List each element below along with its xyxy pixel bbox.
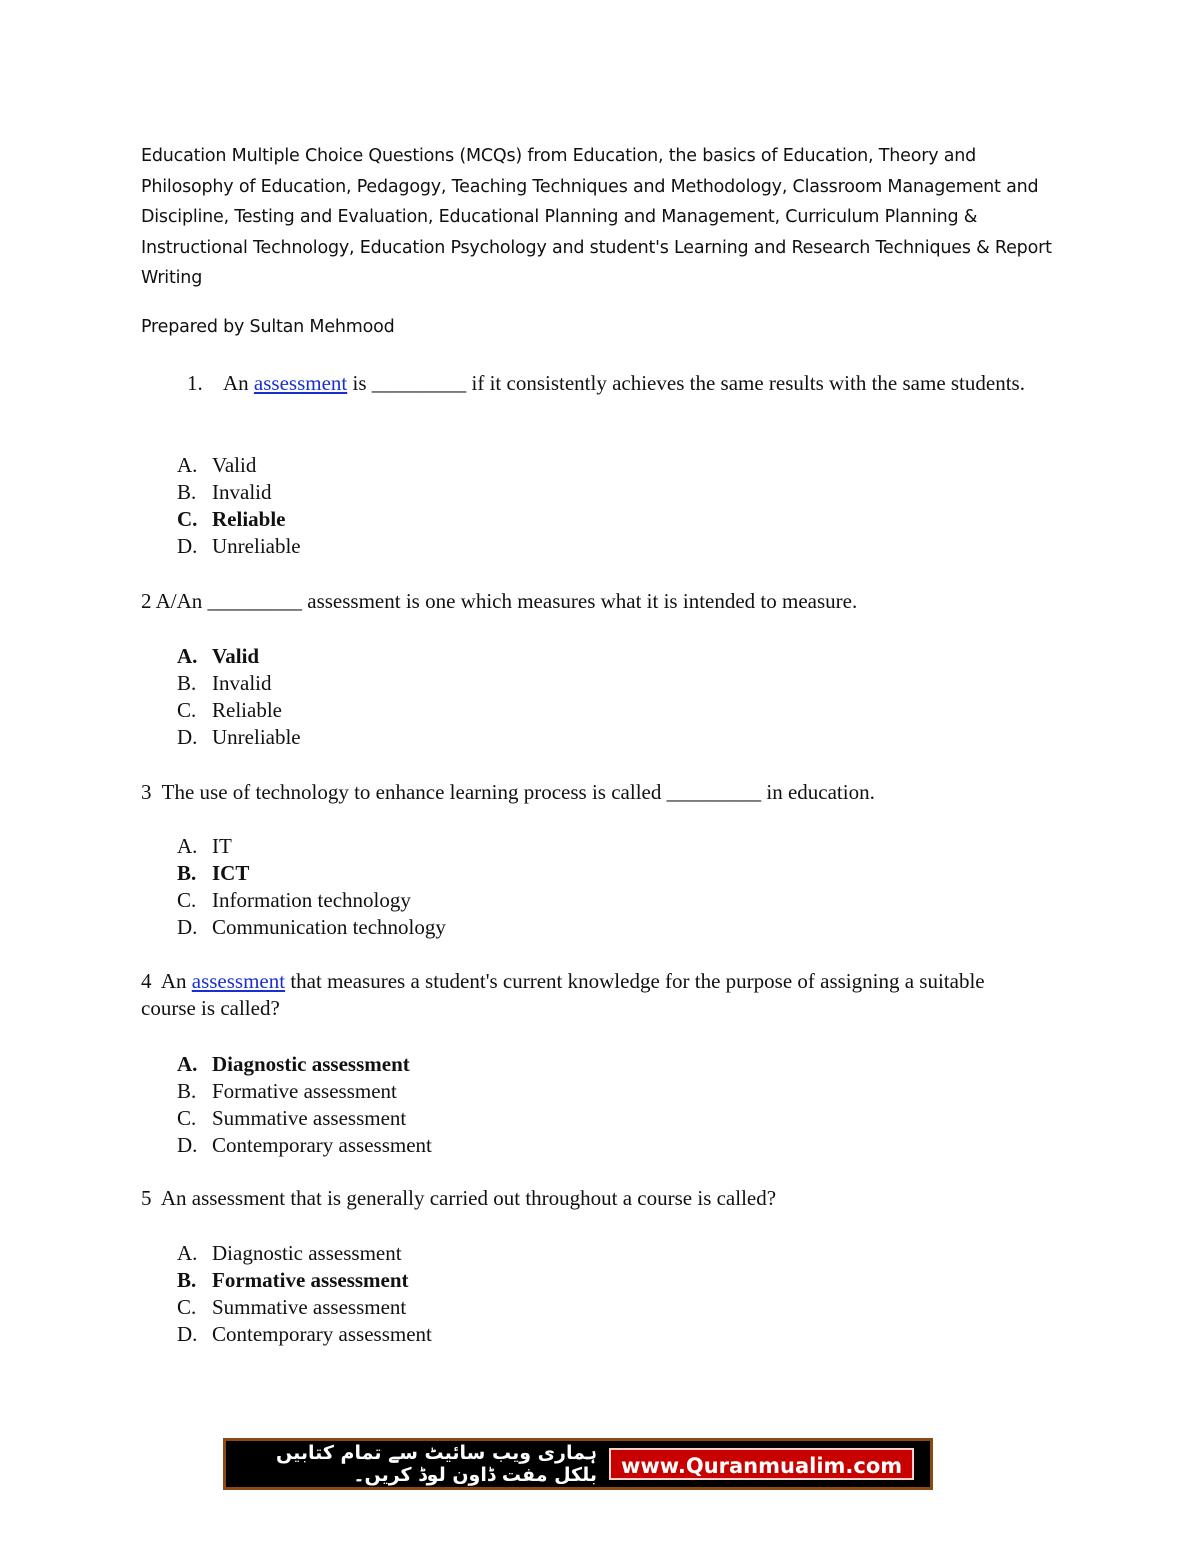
website-banner[interactable]	[223, 1438, 933, 1490]
question-4	[141, 968, 1041, 1022]
question-1	[187, 370, 1067, 397]
option-a: A. Diagnostic assessment	[177, 1241, 402, 1265]
banner-inner	[231, 1442, 925, 1486]
question-2-options	[177, 643, 301, 751]
option-d: D. Contemporary assessment	[177, 1322, 432, 1346]
question-text-post: that measures a student's current knowledge for the purpose of assigning a suitable course is called?	[141, 969, 985, 1020]
urdu-download-text: ہماری ویب سائیٹ سے تمام کتابیں بلکل مفت ڈاون لوڈ کریں۔	[276, 1442, 597, 1486]
option-a-answer: A. Valid	[177, 644, 260, 668]
option-d: D. Unreliable	[177, 725, 301, 749]
option-b: B. Formative assessment	[177, 1079, 397, 1103]
question-2: 2 A/An _________ assessment is one which measures what it is intended to measure.	[141, 589, 858, 613]
option-c: C. Summative assessment	[177, 1295, 407, 1319]
option-b-answer: B. ICT	[177, 861, 250, 885]
option-d: D. Communication technology	[177, 915, 446, 939]
intro-paragraph: Education Multiple Choice Questions (MCQs) from Education, the basics of Education, Theory and Philosophy of Education, Pedagogy, Teaching Techniques and Methodology, Classroom Management and Discipline, Testing and Evaluation, Educational Planning and Management, Curriculum Planning & Instructional Technology, Education Psychology and student's Learning and Research Techniques & Report Writing	[141, 146, 1052, 288]
question-text-pre: An	[223, 371, 249, 395]
author-line: Prepared by Sultan Mehmood	[141, 317, 395, 337]
option-a: A. Valid	[177, 453, 257, 477]
question-3: 3 The use of technology to enhance learning process is called _________ in education.	[141, 780, 875, 804]
option-c: C. Summative assessment	[177, 1106, 407, 1130]
option-a: A. IT	[177, 834, 232, 858]
option-b: B. Invalid	[177, 671, 272, 695]
option-c: C. Information technology	[177, 888, 411, 912]
assessment-link[interactable]: assessment	[191, 969, 286, 993]
question-1-options	[177, 452, 301, 560]
option-c: C. Reliable	[177, 698, 282, 722]
assessment-link[interactable]: assessment	[253, 371, 348, 395]
question-5: 5 An assessment that is generally carried out throughout a course is called?	[141, 1186, 777, 1210]
question-4-options	[177, 1051, 432, 1159]
website-url[interactable]: www.Quranmualim.com	[609, 1448, 914, 1480]
question-number: 1.	[187, 371, 203, 395]
option-d: D. Unreliable	[177, 534, 301, 558]
question-5-options	[177, 1240, 432, 1348]
option-b-answer: B. Formative assessment	[177, 1268, 409, 1292]
question-text-pre: 4 An	[141, 969, 187, 993]
option-a-answer: A. Diagnostic assessment	[177, 1052, 410, 1076]
question-3-options	[177, 833, 446, 941]
option-d: D. Contemporary assessment	[177, 1133, 432, 1157]
option-c-answer: C. Reliable	[177, 507, 286, 531]
question-text-post: is _________ if it consistently achieves the same results with the same students.	[352, 371, 1025, 395]
option-b: B. Invalid	[177, 480, 272, 504]
